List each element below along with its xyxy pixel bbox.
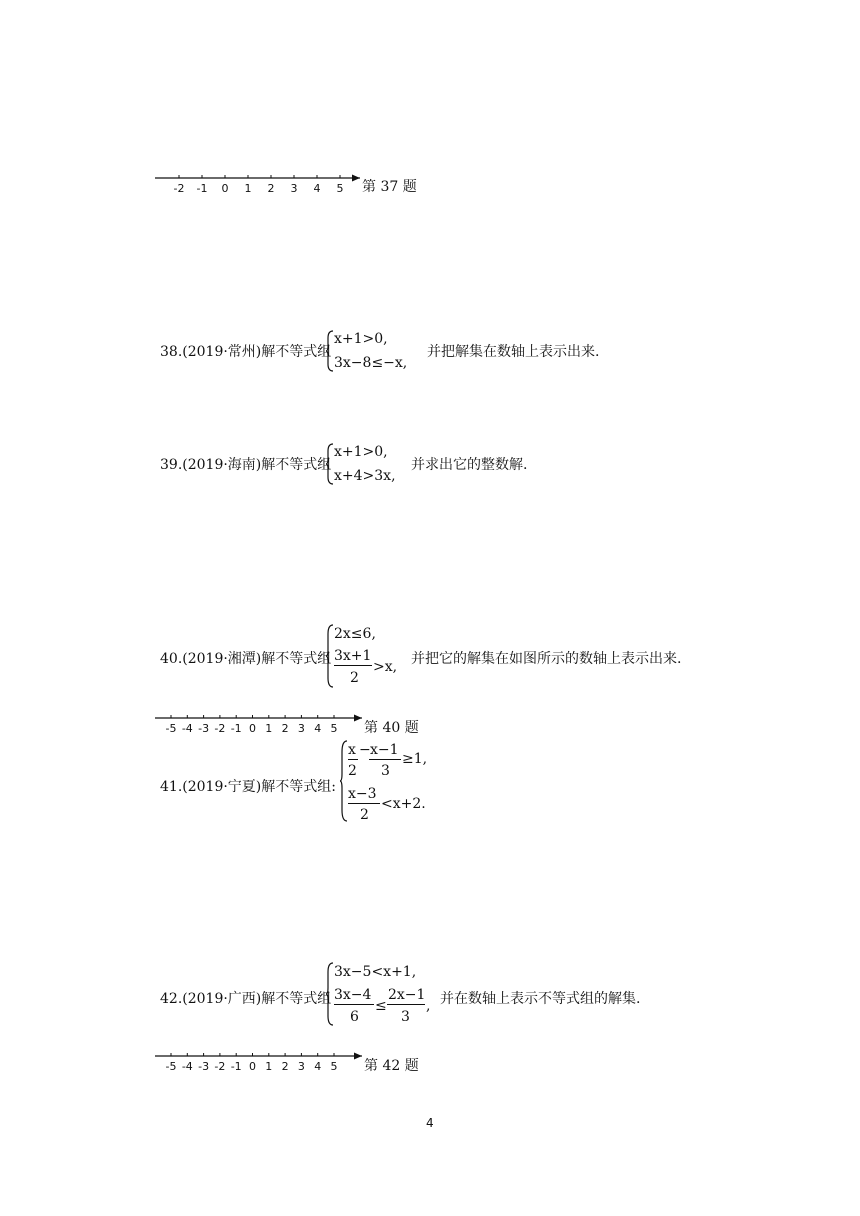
problem-39-line1: x+1>0, xyxy=(334,444,388,460)
problem-42-f1-bar xyxy=(334,1004,374,1005)
axis42-arrow xyxy=(354,1053,362,1060)
axis37-tick-label: -2 xyxy=(173,182,185,195)
problem-40-line1: 2x≤6, xyxy=(334,626,376,642)
figure-caption-40: 第 40 题 xyxy=(364,720,419,736)
axis40-arrow xyxy=(354,715,362,722)
axis37-tick-label: 0 xyxy=(221,182,229,195)
problem-42-f1-num: 3x−4 xyxy=(334,987,372,1003)
problem-40-suffix: 并把它的解集在如图所示的数轴上表示出来. xyxy=(411,651,682,667)
problem-41-f1-den: 2 xyxy=(348,763,357,779)
page-number: 4 xyxy=(426,1116,434,1130)
axis40-tick-label: -3 xyxy=(198,722,210,735)
problem-41-f1-num: x xyxy=(348,742,356,758)
axis42-tick-label: 1 xyxy=(265,1060,273,1073)
axis37-tick-label: -1 xyxy=(196,182,208,195)
axis37-tick-label: 4 xyxy=(313,182,321,195)
brace-38 xyxy=(326,330,334,372)
problem-41-f2-bar xyxy=(369,759,401,760)
number-line-42 xyxy=(150,1048,370,1074)
problem-40-frac-rest: >x, xyxy=(373,659,398,675)
problem-38-suffix: 并把解集在数轴上表示出来. xyxy=(427,344,600,360)
axis40-tick-label: -4 xyxy=(181,722,193,735)
axis40-tick-label: -1 xyxy=(230,722,242,735)
problem-39-line2: x+4>3x, xyxy=(334,468,396,484)
problem-40-prefix: 40.(2019·湘潭)解不等式组 xyxy=(160,651,332,667)
axis42-tick-label: 4 xyxy=(314,1060,322,1073)
axis37-tick-label: 3 xyxy=(290,182,298,195)
problem-40-frac-num: 3x+1 xyxy=(334,648,372,664)
axis40-tick-label: 2 xyxy=(281,722,289,735)
problem-40-frac-bar xyxy=(334,665,372,666)
figure-caption-37: 第 37 题 xyxy=(362,179,417,195)
problem-41-f2-den: 3 xyxy=(381,763,390,779)
axis40-tick-label: 0 xyxy=(249,722,256,735)
axis42-tick-label: 3 xyxy=(297,1060,305,1073)
brace-41 xyxy=(340,740,348,822)
axis42-tick-label: 5 xyxy=(330,1060,338,1073)
problem-38-line2: 3x−8≤−x, xyxy=(334,355,408,371)
axis40-tick-label: 3 xyxy=(297,722,305,735)
axis37-tick-label: 5 xyxy=(336,182,344,195)
problem-39-prefix: 39.(2019·海南)解不等式组 xyxy=(160,457,332,473)
problem-41-f2-num: x−1 xyxy=(370,742,399,758)
problem-42-prefix: 42.(2019·广西)解不等式组 xyxy=(160,991,332,1007)
number-line-37 xyxy=(150,170,370,196)
problem-42-line1: 3x−5<x+1, xyxy=(334,964,417,980)
problem-41-f1-bar xyxy=(348,759,358,760)
axis37-arrow xyxy=(352,175,360,182)
number-line-42-svg xyxy=(150,1048,370,1074)
number-line-40-svg xyxy=(150,710,370,736)
axis40-tick-label: 1 xyxy=(265,722,273,735)
problem-38-line1: x+1>0, xyxy=(334,331,388,347)
problem-42-le: ≤ xyxy=(375,998,387,1014)
problem-42-suffix: 并在数轴上表示不等式组的解集. xyxy=(440,991,641,1007)
figure-caption-42: 第 42 题 xyxy=(364,1058,419,1074)
axis42-tick-label: -4 xyxy=(181,1060,193,1073)
axis37-tick-label: 1 xyxy=(244,182,252,195)
problem-41-prefix: 41.(2019·宁夏)解不等式组: xyxy=(160,779,336,795)
axis37-tick-label: 2 xyxy=(267,182,275,195)
problem-41-minus: − xyxy=(359,742,371,758)
problem-38-prefix: 38.(2019·常州)解不等式组 xyxy=(160,344,332,360)
axis42-tick-label: 0 xyxy=(249,1060,256,1073)
problem-42-f2-bar xyxy=(387,1004,425,1005)
axis40-tick-label: 4 xyxy=(314,722,322,735)
axis42-tick-label: -5 xyxy=(165,1060,177,1073)
number-line-40 xyxy=(150,710,370,736)
problem-41-rest1: ≥1, xyxy=(402,751,428,767)
axis42-tick-label: -2 xyxy=(214,1060,226,1073)
problem-42-f2-den: 3 xyxy=(401,1009,410,1025)
axis40-tick-label: 5 xyxy=(330,722,338,735)
problem-41-f3-num: x−3 xyxy=(348,786,377,802)
problem-39-suffix: 并求出它的整数解. xyxy=(411,457,528,473)
brace-42 xyxy=(326,962,334,1026)
axis42-tick-label: 2 xyxy=(281,1060,289,1073)
problem-42-comma: , xyxy=(426,998,431,1014)
problem-41-f3-den: 2 xyxy=(360,807,369,823)
problem-41-rest2: <x+2. xyxy=(381,796,426,812)
number-line-37-svg xyxy=(150,170,370,196)
problem-40-frac-den: 2 xyxy=(350,670,359,686)
axis42-tick-label: -1 xyxy=(230,1060,242,1073)
brace-39 xyxy=(326,443,334,485)
problem-42-f2-num: 2x−1 xyxy=(388,987,426,1003)
problem-41-f3-bar xyxy=(348,803,380,804)
axis40-tick-label: -5 xyxy=(165,722,177,735)
brace-40 xyxy=(326,624,334,688)
axis42-tick-label: -3 xyxy=(198,1060,210,1073)
axis40-tick-label: -2 xyxy=(214,722,226,735)
problem-42-f1-den: 6 xyxy=(350,1009,359,1025)
